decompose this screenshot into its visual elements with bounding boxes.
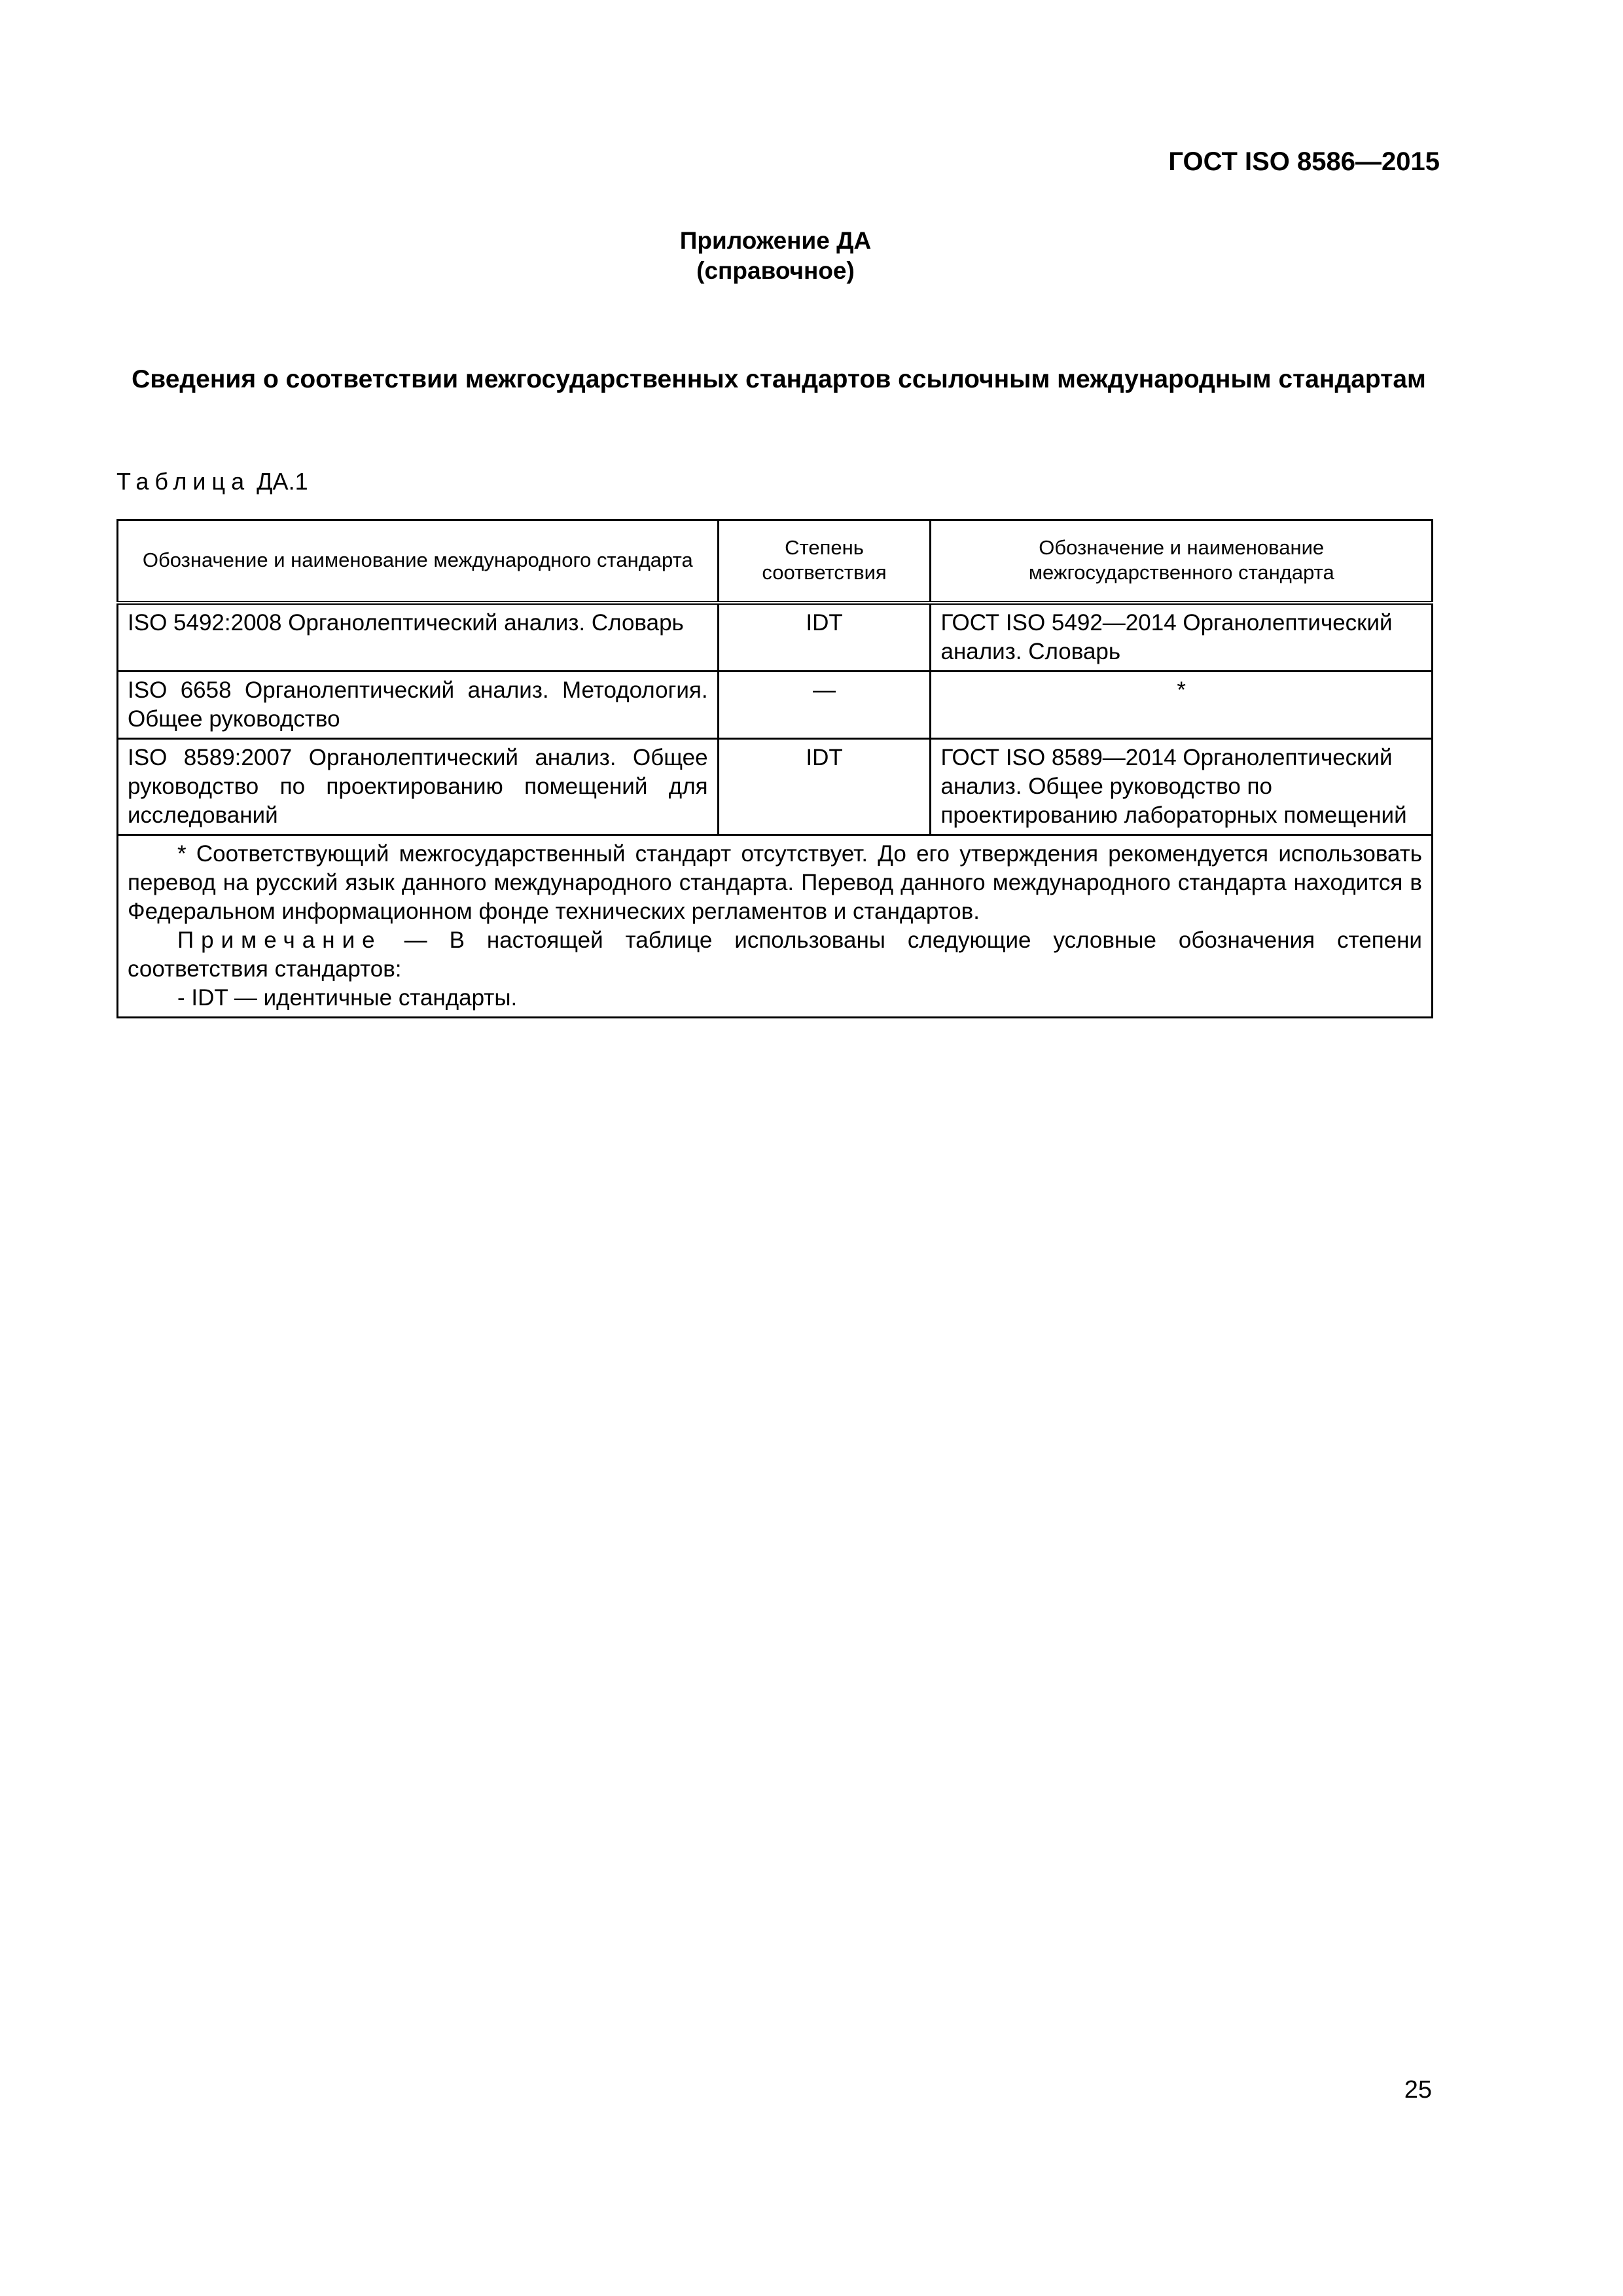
table-footnote-row: [118, 835, 1433, 1018]
table-row: [118, 739, 1433, 835]
cell-international: ISO 6658 Органолептический анализ. Методология. Общее руководство: [118, 672, 719, 739]
cell-interstate: ГОСТ ISO 5492—2014 Органолептический анализ. Словарь: [931, 603, 1433, 672]
header-international: Обозначение и наименование международного стандарта: [118, 520, 719, 603]
note-item: - IDT — идентичные стандарты.: [177, 985, 518, 1011]
table-caption: [116, 468, 308, 495]
table-row: [118, 672, 1433, 739]
standards-table: [116, 519, 1433, 1018]
appendix-title: Приложение ДА: [679, 227, 872, 254]
cell-international: ISO 5492:2008 Органолептический анализ. Словарь: [118, 603, 719, 672]
cell-interstate: *: [931, 672, 1433, 739]
appendix-subtitle: (справочное): [696, 257, 855, 284]
header-degree: Степень соответствия: [718, 520, 931, 603]
table-note: [128, 926, 1422, 984]
cell-interstate: ГОСТ ISO 8589—2014 Органолептический анализ. Общее руководство по проектированию лабораторных помещений: [931, 739, 1433, 835]
cell-degree: IDT: [718, 739, 931, 835]
page-number: 25: [1404, 2076, 1432, 2104]
table-footnote-cell: [118, 835, 1433, 1018]
table-header-row: [118, 520, 1433, 603]
table-caption-prefix: Таблица: [116, 468, 251, 495]
section-title: Сведения о соответствии межгосударственных стандартов ссылочным международным стандартам: [132, 365, 1426, 393]
table-caption-number: ДА.1: [257, 468, 308, 495]
note-label: Примечание: [177, 927, 382, 953]
cell-international: ISO 8589:2007 Органолептический анализ. Общее руководство по проектированию помещений для исследований: [118, 739, 719, 835]
cell-degree: —: [718, 672, 931, 739]
table-footnote: * Соответствующий межгосударственный стандарт отсутствует. До его утверждения рекомендуется использовать перевод на русский язык данного международного стандарта. Перевод данного международного стандарта находится в Федеральном информационном фонде технических регламентов и стандартов.: [128, 841, 1422, 924]
appendix-heading: [0, 226, 1551, 286]
cell-degree: IDT: [718, 603, 931, 672]
document-code: ГОСТ ISO 8586—2015: [1168, 147, 1440, 176]
note-text: — В настоящей таблице использованы следующие условные обозначения степени соответствия стандартов:: [128, 927, 1422, 982]
header-interstate: Обозначение и наименование межгосударственного стандарта: [931, 520, 1433, 603]
table-row: [118, 603, 1433, 672]
